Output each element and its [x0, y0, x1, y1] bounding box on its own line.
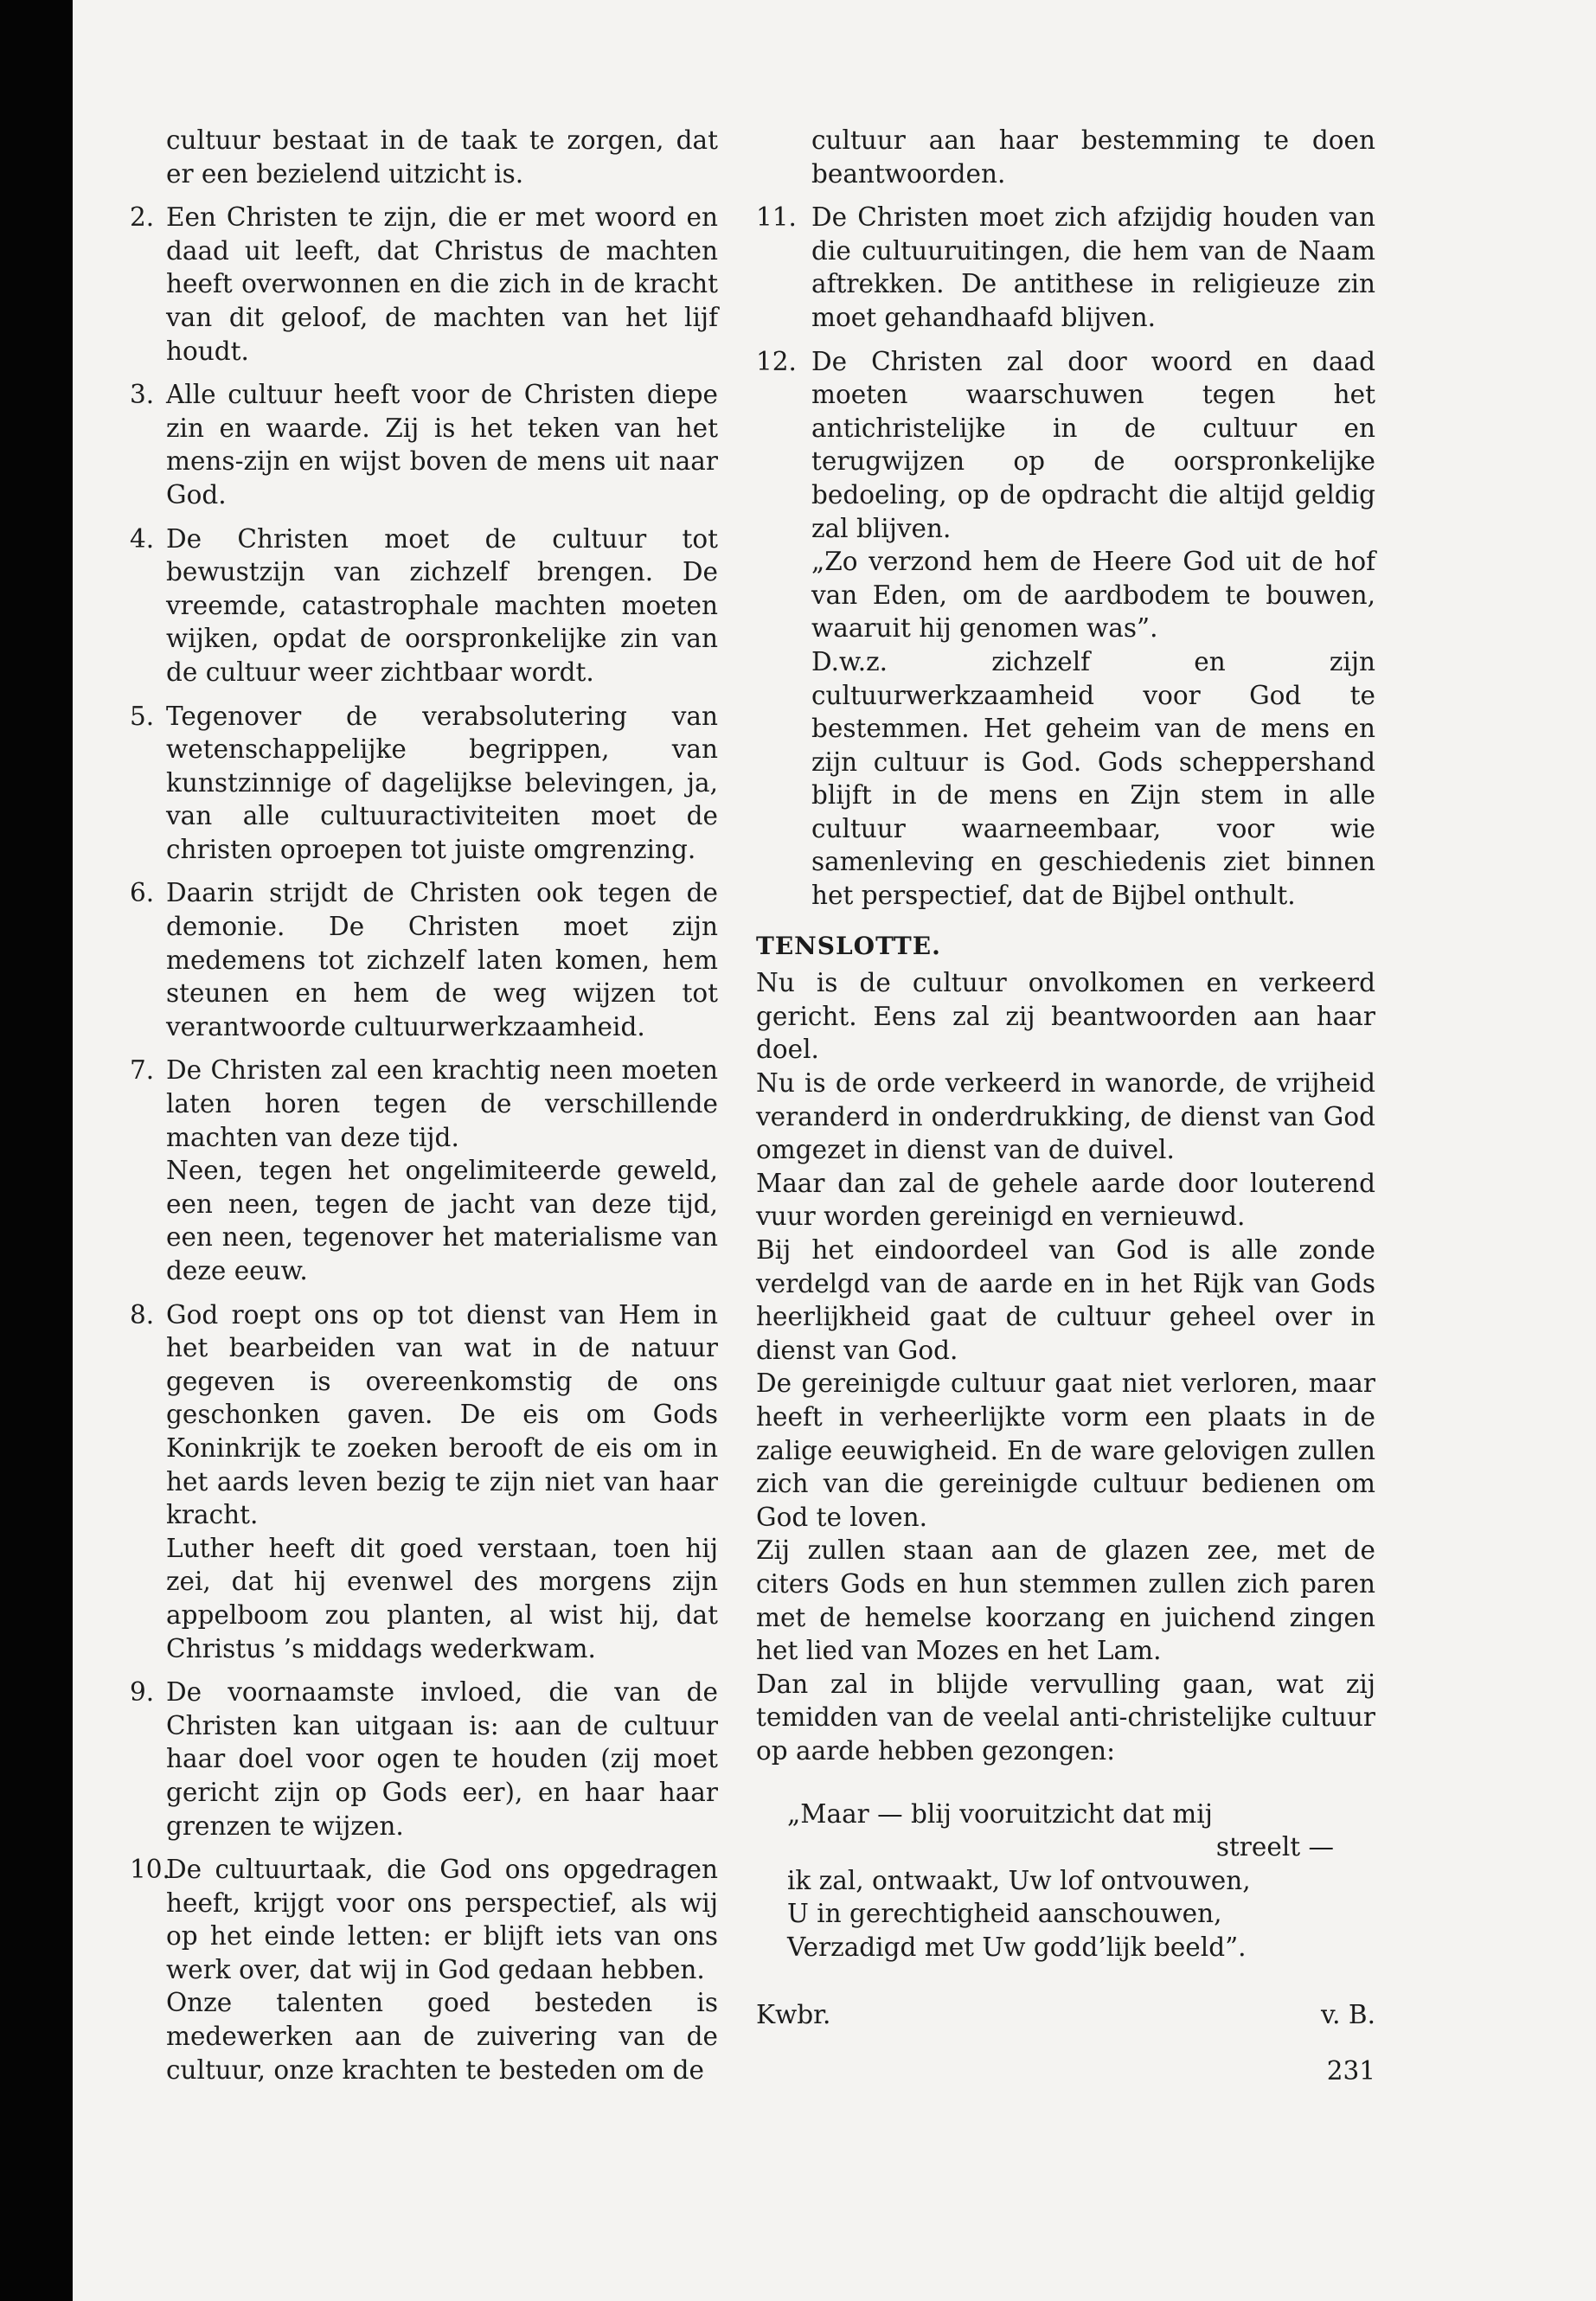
- right-column: [756, 124, 1375, 2088]
- section-heading: TENSLOTTE.: [756, 931, 941, 960]
- quote-line-end: streelt —: [1215, 1832, 1334, 1862]
- quote-line: ik zal, ontwaakt, Uw lof ontvouwen,: [787, 1865, 1251, 1895]
- item-number: 11.: [756, 202, 797, 233]
- item-number: 2.: [130, 202, 155, 233]
- left-column: [130, 124, 718, 2097]
- item-10-continuation: [756, 124, 1375, 190]
- paragraph: De Christen zal door woord en daad moeten waarschuwen tegen het antichristelijke in de cultuur en terugwijzen op de oorspronkelijke bedoeling, op de opdracht die altijd geldig zal blijven.: [811, 346, 1375, 543]
- paragraph: De Christen moet zich afzijdig houden van die cultuuruitingen, die hem van de Naam aftrekken. De antithese in religieuze zin moet gehandhaafd blijven.: [811, 202, 1375, 332]
- paragraph: Dan zal in blijde vervulling gaan, wat zij temidden van de veelal anti-christelijke cultuur op aarde hebben gezongen:: [756, 1669, 1375, 1766]
- paragraph: cultuur bestaat in de taak te zorgen, dat er een bezielend uitzicht is.: [166, 125, 718, 189]
- paragraph: Maar dan zal de gehele aarde door louterend vuur worden gereinigd en vernieuwd.: [756, 1168, 1375, 1232]
- paragraph: De voornaamste invloed, die van de Christen kan uitgaan is: aan de cultuur haar doel voor ogen te houden (zij moet gericht zijn op Gods eer), en haar haar grenzen te wijzen.: [166, 1677, 718, 1841]
- paragraph: Een Christen te zijn, die er met woord en daad uit leeft, dat Christus de machten heeft overwonnen en die zich in de kracht van dit geloof, de machten van het lijf houdt.: [166, 202, 718, 366]
- list-item-3: [130, 378, 718, 511]
- paragraph: Daarin strijdt de Christen ook tegen de demonie. De Christen moet zijn medemens tot zichzelf laten komen, hem steunen en hem de weg wijzen tot verantwoorde cultuurwerkzaamheid.: [166, 878, 718, 1042]
- item-number: 7.: [130, 1055, 155, 1086]
- list-item-4: [130, 522, 718, 689]
- paragraph: Zij zullen staan aan de glazen zee, met de citers Gods en hun stemmen zullen zich paren met de hemelse koorzang en juichend zingen het lied van Mozes en het Lam.: [756, 1535, 1375, 1666]
- quote-line: U in gerechtigheid aanschouwen,: [787, 1899, 1222, 1929]
- list-item-10: [130, 1853, 718, 2086]
- paragraph: Tegenover de verabsolutering van wetenschappelijke begrippen, van kunstzinnige of dagelijkse belevingen, ja, van alle cultuuractiviteiten moet de christen oproepen tot juiste omgrenzing.: [166, 701, 718, 864]
- item-number: 8.: [130, 1299, 155, 1330]
- paragraph: Luther heeft dit goed verstaan, toen hij zei, dat hij evenwel des morgens zijn appelboom zou planten, al wist hij, dat Christus ’s middags wederkwam.: [166, 1533, 718, 1663]
- item-number: 9.: [130, 1677, 155, 1708]
- paragraph: Bij het eindoordeel van God is alle zonde verdelgd van de aarde en in het Rijk van Gods heerlijkheid gaat de cultuur geheel over in dienst van God.: [756, 1235, 1375, 1365]
- list-item-5: [130, 700, 718, 867]
- signature-right: v. B.: [1321, 2000, 1375, 2030]
- paragraph: Nu is de cultuur onvolkomen en verkeerd gericht. Eens zal zij beantwoorden aan haar doel.: [756, 968, 1375, 1065]
- item-number: 5.: [130, 701, 155, 731]
- list-item-12: [756, 345, 1375, 913]
- paragraph: De Christen zal een krachtig neen moeten laten horen tegen de verschillende machten van deze tijd.: [166, 1055, 718, 1152]
- hymn-quote: [787, 1798, 1334, 1965]
- paragraph: God roept ons op tot dienst van Hem in het bearbeiden van wat in de natuur gegeven is overeenkomstig de ons geschonken gaven. De eis om Gods Koninkrijk te zoeken berooft de eis om in het aards leven bezig te zijn niet van haar kracht.: [166, 1299, 718, 1530]
- list-item-2: [130, 201, 718, 368]
- page-number: 231: [1326, 2056, 1375, 2086]
- paragraph: De gereinigde cultuur gaat niet verloren, maar heeft in verheerlijkte vorm een plaats in de zalige eeuwigheid. En de ware gelovigen zullen zich van die gereinigde cultuur bedienen om God te loven.: [756, 1368, 1375, 1532]
- paragraph: Alle cultuur heeft voor de Christen diepe zin en waarde. Zij is het teken van het mens-zijn en wijst boven de mens uit naar God.: [166, 380, 718, 510]
- item-number: 3.: [130, 380, 155, 410]
- list-item-9: [130, 1676, 718, 1843]
- list-item-7: [130, 1054, 718, 1287]
- item-number: 6.: [130, 878, 155, 908]
- binding-edge: [0, 0, 73, 2301]
- paragraph: „Zo verzond hem de Heere God uit de hof van Eden, om de aardbodem te bouwen, waaruit hij genomen was”.: [811, 547, 1375, 644]
- paragraph: D.w.z. zichzelf en zijn cultuurwerkzaamheid voor God te bestemmen. Het geheim van de mens en zijn cultuur is God. Gods scheppershand blijft in de mens en Zijn stem in alle cultuur waarneembaar, voor wie samenleving en geschiedenis ziet binnen het perspectief, dat de Bijbel onthult.: [811, 646, 1375, 911]
- quote-line: Verzadigd met Uw godd’lijk beeld”.: [787, 1932, 1247, 1962]
- quote-line: „Maar — blij vooruitzicht dat mij: [787, 1798, 1213, 1829]
- item-1-continuation: [130, 124, 718, 190]
- list-item-11: [756, 201, 1375, 334]
- paragraph: De Christen moet de cultuur tot bewustzijn van zichzelf brengen. De vreemde, catastrophale machten moeten wijken, opdat de oorspronkelijke zin van de cultuur weer zichtbaar wordt.: [166, 523, 718, 687]
- signature-row: [756, 1998, 1375, 2032]
- paragraph: Neen, tegen het ongelimiteerde geweld, een neen, tegen de jacht van deze tijd, een neen, tegenover het materialisme van deze eeuw.: [166, 1156, 718, 1285]
- item-number: 4.: [130, 523, 155, 554]
- item-number: 10.: [130, 1855, 170, 1885]
- paragraph: De cultuurtaak, die God ons opgedragen heeft, krijgt voor ons perspectief, als wij op het einde letten: er blijft iets van ons werk over, dat wij in God gedaan hebben.: [166, 1855, 718, 1984]
- item-number: 12.: [756, 346, 797, 376]
- paragraph: Nu is de orde verkeerd in wanorde, de vrijheid veranderd in onderdrukking, de dienst van God omgezet in dienst van de duivel.: [756, 1068, 1375, 1165]
- list-item-6: [130, 876, 718, 1043]
- list-item-8: [130, 1298, 718, 1666]
- paragraph: cultuur aan haar bestemming te doen beantwoorden.: [811, 125, 1375, 189]
- signature-left: Kwbr.: [756, 2000, 831, 2030]
- paragraph: Onze talenten goed besteden is medewerken aan de zuivering van de cultuur, onze krachten te besteden om de: [166, 1988, 718, 2085]
